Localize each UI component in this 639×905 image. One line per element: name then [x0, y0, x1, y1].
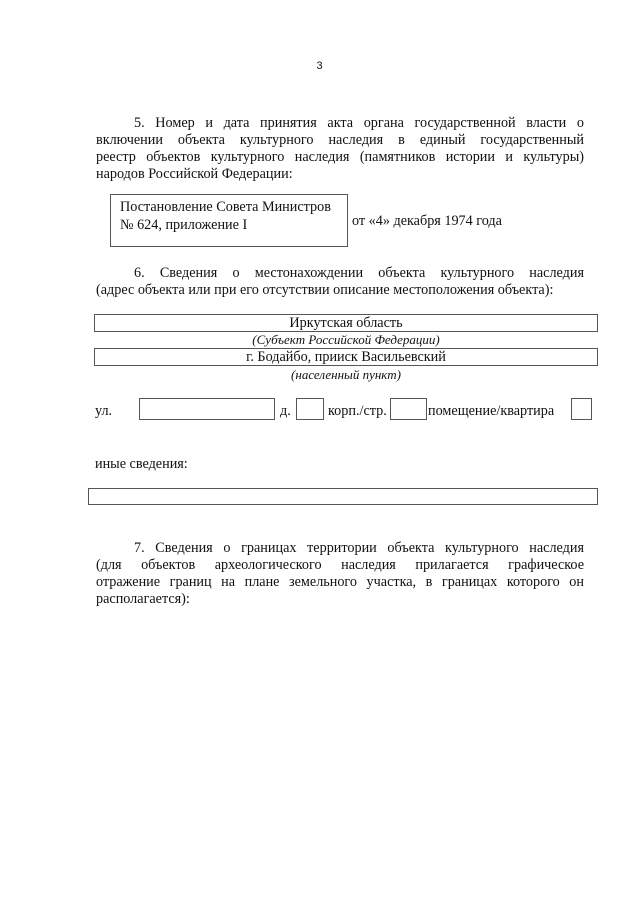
section-7-line: (для объектов археологического наследия прилагается графическое — [96, 557, 584, 573]
act-date: от «4» декабря 1974 года — [352, 213, 502, 229]
section-5-line: реестр объектов культурного наследия (памятников истории и культуры) — [96, 149, 584, 165]
house-field[interactable] — [296, 398, 324, 420]
section-5-line: народов Российской Федерации: — [96, 166, 293, 182]
section-7-line: 7. Сведения о границах территории объекта культурного наследия — [134, 540, 584, 556]
apartment-field[interactable] — [571, 398, 592, 420]
region-caption: (Субъект Российской Федерации) — [252, 332, 440, 347]
region-field[interactable]: Иркутская область — [94, 314, 598, 332]
section-5-text — [96, 115, 584, 183]
settlement-field[interactable]: г. Бодайбо, прииск Васильевский — [94, 348, 598, 366]
section-6-text — [96, 265, 584, 299]
other-info-field[interactable] — [88, 488, 598, 505]
act-box — [110, 194, 348, 247]
settlement-caption: (населенный пункт) — [291, 367, 401, 382]
section-6-line: (адрес объекта или при его отсутствии описание местоположения объекта): — [96, 282, 554, 298]
page-number: 3 — [316, 60, 323, 72]
act-box-line: Постановление Совета Министров — [120, 199, 331, 215]
building-field[interactable] — [390, 398, 427, 420]
section-7-line: располагается): — [96, 591, 190, 607]
building-label: корп./стр. — [328, 403, 387, 419]
section-5-line: включении объекта культурного наследия в единый государственный — [96, 132, 584, 148]
section-6-line: 6. Сведения о местонахождении объекта культурного наследия — [134, 265, 584, 281]
act-box-line: № 624, приложение I — [120, 217, 248, 233]
house-label: д. — [280, 403, 291, 419]
section-5-line: 5. Номер и дата принятия акта органа государственной власти о — [134, 115, 584, 131]
other-info-label: иные сведения: — [95, 456, 188, 472]
street-label: ул. — [95, 403, 113, 419]
street-field[interactable] — [139, 398, 275, 420]
section-7-text — [96, 540, 584, 608]
apartment-label: помещение/квартира — [428, 403, 555, 419]
section-7-line: отражение границ на плане земельного участка, в границах которого он — [96, 574, 584, 590]
